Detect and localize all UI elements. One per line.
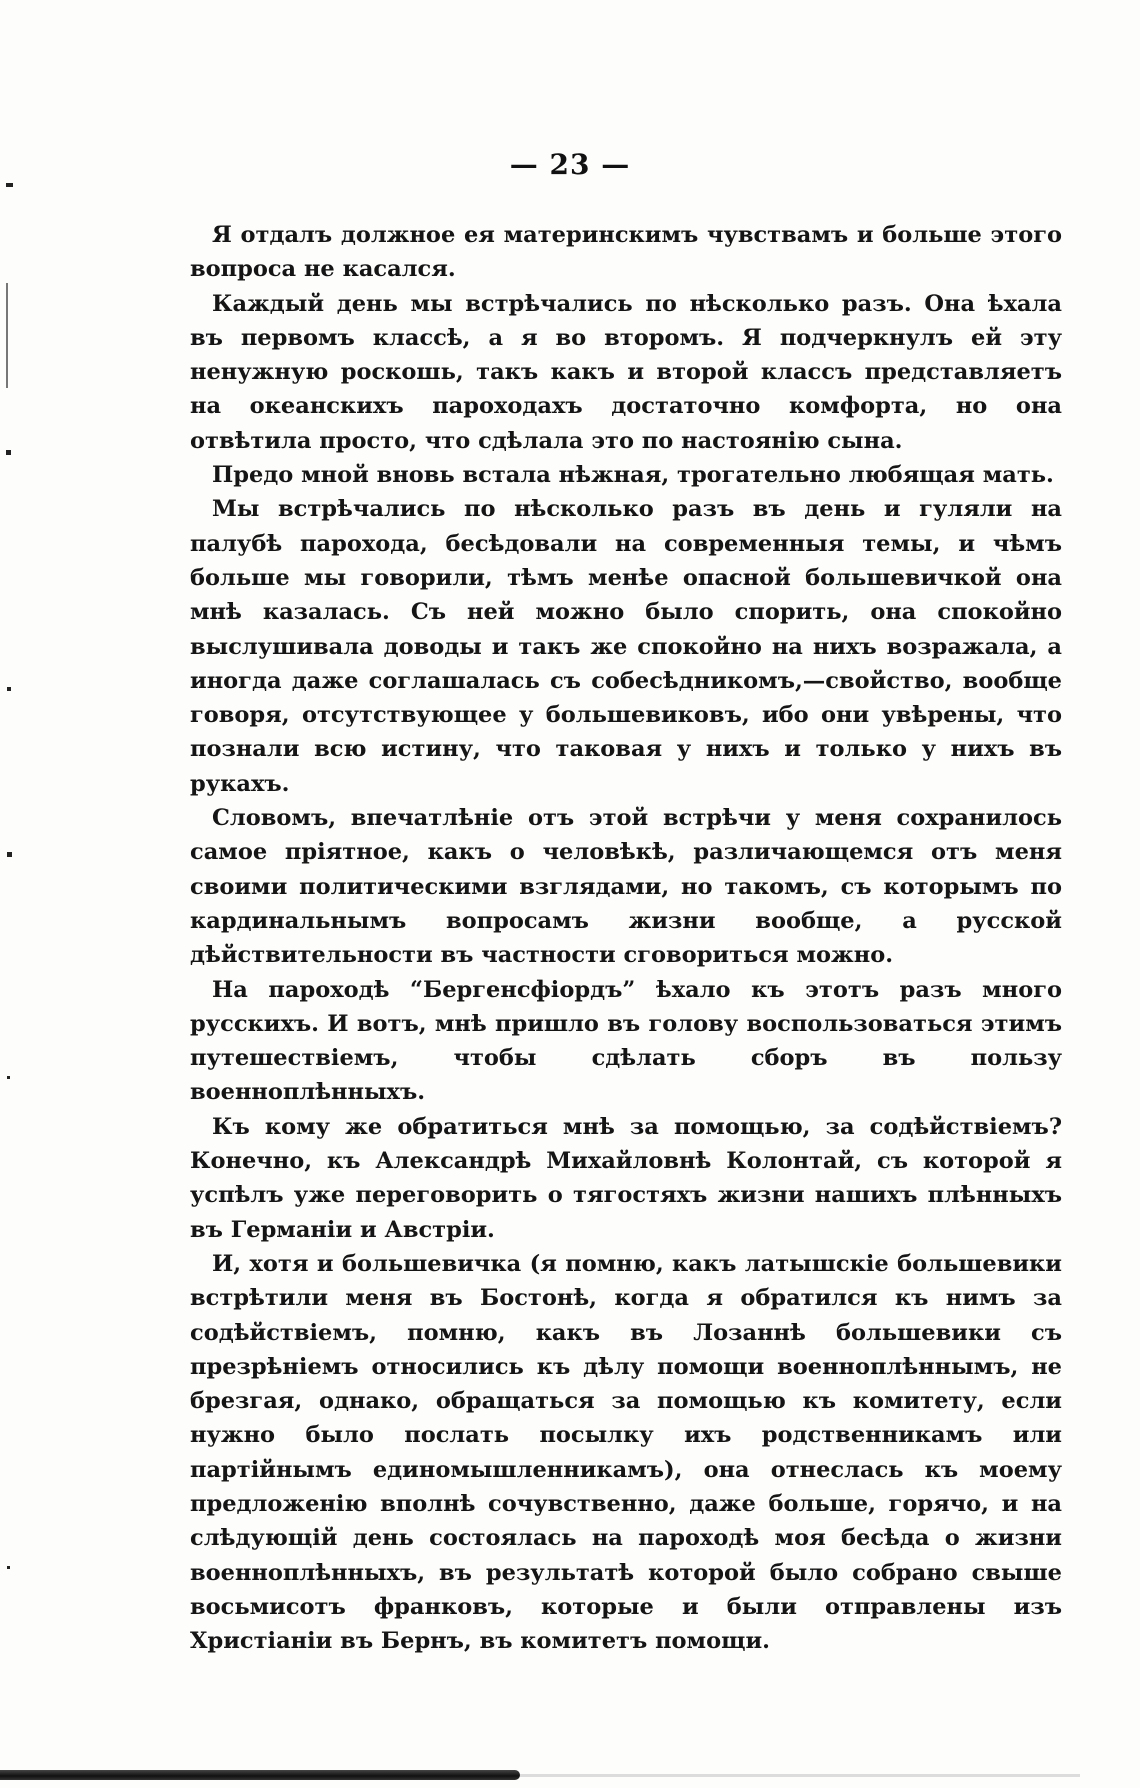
scan-artifact — [7, 687, 11, 691]
paragraph: Я отдалъ должное ея материнскимъ чувствамъ и больше этого вопроса не касался. — [190, 222, 1062, 283]
scan-artifact — [7, 1566, 10, 1569]
scan-edge-bar — [0, 1770, 520, 1780]
paragraph: Къ кому же обратиться мнѣ за помощью, за содѣйствіемъ? Конечно, къ Александрѣ Михайловнѣ Колонтай, съ которой я успѣлъ уже переговорить о тягостяхъ жизни нашихъ плѣнныхъ въ Германіи и Австріи. — [190, 1113, 1062, 1243]
paragraph: Словомъ, впечатлѣніе отъ этой встрѣчи у меня сохранилось самое пріятное, какъ о человѣкѣ, различающемся отъ меня своими политическими взглядами, но такомъ, съ которымъ по кардинальнымъ вопросамъ жизни вообще, а русской дѣйствительности въ частности сговориться можно. — [190, 805, 1062, 969]
body-text — [190, 218, 1062, 1658]
paragraph: Каждый день мы встрѣчались по нѣсколько разъ. Она ѣхала въ первомъ классѣ, а я во второмъ. Я подчеркнулъ ей эту ненужную роскошь, такъ какъ и второй классъ представляетъ на океанскихъ пароходахъ достаточно комфорта, но она отвѣтила просто, что сдѣлала это по настоянію сына. — [190, 290, 1062, 454]
scan-artifact — [6, 183, 13, 187]
paragraph: На пароходѣ “Бергенсфіордъ” ѣхало къ этотъ разъ много русскихъ. И вотъ, мнѣ пришло въ голову воспользоваться этимъ путешествіемъ, чтобы сдѣлать сборъ въ пользу военноплѣнныхъ. — [190, 976, 1062, 1106]
scan-artifact — [7, 852, 12, 857]
paragraph: Мы встрѣчались по нѣсколько разъ въ день и гуляли на палубѣ парохода, бесѣдовали на современныя темы, и чѣмъ больше мы говорили, тѣмъ менѣе опасной большевичкой она мнѣ казалась. Съ ней можно было спорить, она спокойно выслушивала доводы и такъ же спокойно на нихъ возражала, а иногда даже соглашалась съ собесѣдникомъ,—свойство, вообще говоря, отсутствующее у большевиковъ, ибо они увѣрены, что познали всю истину, что таковая у нихъ и только у нихъ въ рукахъ. — [190, 496, 1062, 797]
paragraph: И, хотя и большевичка (я помню, какъ латышскіе большевики встрѣтили меня въ Бостонѣ, когда я обратился къ нимъ за содѣйствіемъ, помню, какъ въ Лозаннѣ большевики съ презрѣніемъ относились къ дѣлу помощи военноплѣннымъ, не брезгая, однако, обращаться за помощью къ комитету, если нужно было послать посылку ихъ родственникамъ или партійнымъ единомышленникамъ), она отнеслась къ моему предложенію вполнѣ сочувственно, даже больше, горячо, и на слѣдующій день состоялась на пароходѣ моя бесѣда о жизни военноплѣнныхъ, въ результатѣ которой было собрано свыше восьмисотъ франковъ, которые и были отправлены изъ Христіаніи въ Бернъ, въ комитетъ помощи. — [190, 1250, 1062, 1655]
paragraph: Предо мной вновь встала нѣжная, трогательно любящая мать. — [212, 462, 1054, 489]
scan-edge-line — [520, 1774, 1080, 1777]
scan-artifact — [6, 283, 8, 388]
scan-artifact — [7, 1076, 10, 1079]
page-number: — 23 — — [509, 148, 631, 181]
scan-artifact — [6, 450, 11, 455]
